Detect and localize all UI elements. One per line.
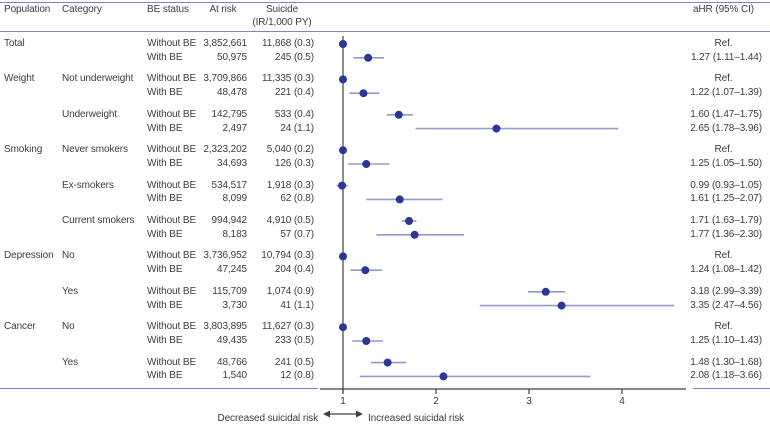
cell-at-risk: 8,099 bbox=[222, 193, 247, 205]
cell-suicide: 24 (1.1) bbox=[280, 122, 314, 134]
cell-category: Underweight bbox=[62, 108, 118, 120]
arrow-head-right bbox=[356, 411, 363, 418]
cell-ahr-text: 0.99 (0.93–1.05) bbox=[690, 179, 762, 191]
cell-at-risk: 534,517 bbox=[211, 179, 247, 191]
cell-at-risk: 2,497 bbox=[222, 122, 247, 134]
cell-at-risk: 2,323,202 bbox=[203, 144, 247, 156]
cell-suicide: 241 (0.5) bbox=[274, 356, 314, 368]
cell-be-status: With BE bbox=[147, 264, 183, 276]
cell-population bbox=[4, 299, 60, 313]
cell-be-status: With BE bbox=[147, 87, 183, 99]
column-header-suicide-line1: Suicide bbox=[265, 4, 299, 15]
table-row bbox=[0, 285, 770, 299]
table-bottom-border-right bbox=[693, 388, 770, 389]
cell-category: Never smokers bbox=[62, 144, 128, 156]
cell-category: Not underweight bbox=[62, 73, 134, 85]
cell-ahr-text: 1.22 (1.07–1.39) bbox=[690, 87, 762, 99]
cell-suicide: 10,794 (0.3) bbox=[261, 250, 314, 262]
cell-be-status: With BE bbox=[147, 122, 183, 134]
cell-suicide: 62 (0.8) bbox=[280, 193, 314, 205]
cell-suicide: 4,910 (0.5) bbox=[266, 215, 314, 226]
cell-at-risk: 3,709,866 bbox=[203, 73, 247, 85]
cell-ahr-text: Ref. bbox=[714, 321, 733, 333]
cell-ahr-text: 1.77 (1.36–2.30) bbox=[690, 228, 762, 240]
cell-category: No bbox=[62, 250, 75, 262]
cell-suicide: 11,868 (0.3) bbox=[262, 38, 314, 49]
column-header-at-risk: At risk bbox=[209, 4, 237, 15]
cell-at-risk: 115,709 bbox=[212, 285, 247, 297]
cell-at-risk: 3,736,952 bbox=[203, 250, 247, 262]
cell-population bbox=[4, 192, 60, 206]
cell-at-risk: 8,183 bbox=[222, 228, 247, 240]
cell-suicide: 204 (0.4) bbox=[274, 264, 314, 276]
cell-be-status: With BE bbox=[147, 158, 183, 169]
cell-category bbox=[62, 86, 146, 100]
cell-at-risk: 3,730 bbox=[222, 299, 247, 311]
cell-be-status: Without BE bbox=[147, 38, 197, 49]
cell-ahr-text: Ref. bbox=[714, 38, 733, 49]
column-header-population: Population bbox=[4, 4, 51, 15]
column-header-ahr: aHR (95% CI) bbox=[692, 4, 755, 15]
table-row bbox=[0, 72, 770, 86]
cell-ahr-text: 1.48 (1.30–1.68) bbox=[690, 356, 762, 368]
cell-ahr-text: 3.35 (2.47–4.56) bbox=[690, 299, 762, 311]
cell-category bbox=[62, 51, 146, 65]
cell-be-status: With BE bbox=[147, 228, 183, 240]
cell-population bbox=[4, 51, 60, 65]
cell-suicide: 1,918 (0.3) bbox=[266, 179, 314, 191]
table-row bbox=[0, 228, 770, 242]
table-row bbox=[0, 157, 770, 171]
cell-population bbox=[4, 369, 60, 383]
cell-category: Yes bbox=[62, 285, 79, 297]
cell-ahr-text: 1.24 (1.08–1.42) bbox=[690, 264, 762, 276]
cell-population: Smoking bbox=[4, 144, 43, 156]
cell-category: Yes bbox=[62, 356, 79, 368]
cell-category bbox=[62, 157, 146, 171]
table-row bbox=[0, 86, 770, 100]
table-row bbox=[0, 356, 770, 370]
table-row bbox=[0, 192, 770, 206]
cell-ahr-text: 1.71 (1.63–1.79) bbox=[690, 215, 762, 226]
cell-ahr-text: 2.65 (1.78–3.96) bbox=[690, 122, 762, 134]
cell-ahr-text: Ref. bbox=[714, 73, 733, 85]
cell-category bbox=[62, 263, 146, 277]
table-row bbox=[0, 299, 770, 313]
table-row bbox=[0, 143, 770, 157]
cell-population bbox=[4, 356, 60, 370]
cell-suicide: 5,040 (0.2) bbox=[266, 144, 314, 156]
cell-at-risk: 34,693 bbox=[217, 158, 247, 169]
cell-at-risk: 49,435 bbox=[217, 335, 247, 346]
cell-suicide: 533 (0.4) bbox=[274, 108, 314, 120]
cell-suicide: 57 (0.7) bbox=[280, 228, 314, 240]
cell-suicide: 11,335 (0.3) bbox=[262, 73, 314, 85]
cell-ahr-text: 1.61 (1.25–2.07) bbox=[690, 193, 762, 205]
cell-at-risk: 47,245 bbox=[217, 264, 247, 276]
cell-population bbox=[4, 108, 60, 122]
cell-suicide: 126 (0.3) bbox=[274, 158, 314, 169]
cell-category bbox=[62, 334, 146, 348]
cell-be-status: With BE bbox=[147, 299, 183, 311]
cell-at-risk: 142,795 bbox=[211, 108, 247, 120]
cell-be-status: Without BE bbox=[147, 73, 197, 85]
cell-at-risk: 3,803,895 bbox=[203, 321, 247, 333]
cell-be-status: Without BE bbox=[147, 250, 197, 262]
cell-be-status: Without BE bbox=[147, 179, 197, 191]
table-top-border bbox=[0, 2, 770, 3]
cell-at-risk: 48,766 bbox=[217, 356, 247, 368]
cell-at-risk: 3,852,661 bbox=[203, 38, 247, 49]
table-row bbox=[0, 263, 770, 277]
cell-population bbox=[4, 334, 60, 348]
increased-risk-label: Increased suicidal risk bbox=[368, 413, 465, 424]
cell-suicide: 221 (0.4) bbox=[274, 87, 314, 99]
table-row bbox=[0, 108, 770, 122]
decreased-risk-label: Decreased suicidal risk bbox=[217, 413, 318, 424]
cell-be-status: Without BE bbox=[147, 356, 197, 368]
cell-category bbox=[62, 192, 146, 206]
column-header-suicide-line2: (IR/1,000 PY) bbox=[252, 17, 312, 28]
x-axis-tick-label: 3 bbox=[526, 396, 532, 407]
cell-ahr-text: 1.60 (1.47–1.75) bbox=[690, 108, 762, 120]
cell-population bbox=[4, 179, 60, 193]
cell-at-risk: 48,478 bbox=[217, 87, 247, 99]
cell-population bbox=[4, 122, 60, 136]
cell-suicide: 1,074 (0.9) bbox=[266, 285, 314, 297]
cell-be-status: With BE bbox=[147, 51, 183, 63]
cell-suicide: 11,627 (0.3) bbox=[262, 321, 314, 333]
cell-ahr-text: 1.25 (1.05–1.50) bbox=[690, 158, 762, 169]
cell-at-risk: 994,942 bbox=[211, 215, 247, 226]
cell-population: Total bbox=[4, 38, 25, 49]
table-row bbox=[0, 214, 770, 228]
column-header-category: Category bbox=[62, 4, 102, 15]
cell-population bbox=[4, 263, 60, 277]
cell-suicide: 12 (0.8) bbox=[280, 370, 314, 382]
table-row bbox=[0, 369, 770, 383]
cell-suicide: 233 (0.5) bbox=[274, 335, 314, 346]
cell-ahr-text: 3.18 (2.99–3.39) bbox=[690, 285, 762, 297]
cell-be-status: Without BE bbox=[147, 321, 197, 333]
arrow-head-left bbox=[323, 411, 330, 418]
header-separator bbox=[0, 31, 770, 32]
cell-population bbox=[4, 285, 60, 299]
table-row bbox=[0, 334, 770, 348]
cell-category bbox=[62, 228, 146, 242]
cell-population: Depression bbox=[4, 250, 54, 262]
cell-ahr-text: Ref. bbox=[714, 144, 733, 156]
cell-suicide: 41 (1.1) bbox=[280, 299, 314, 311]
cell-be-status: Without BE bbox=[147, 215, 197, 226]
table-row bbox=[0, 249, 770, 263]
cell-ahr-text: 2.08 (1.18–3.66) bbox=[690, 370, 762, 382]
cell-category bbox=[62, 369, 146, 383]
cell-ahr-text: Ref. bbox=[714, 250, 733, 262]
cell-population bbox=[4, 86, 60, 100]
table-bottom-border-left bbox=[0, 388, 318, 389]
cell-ahr-text: 1.25 (1.10–1.43) bbox=[690, 335, 762, 346]
column-header-suicide bbox=[240, 3, 324, 29]
table-row bbox=[0, 122, 770, 136]
x-axis-tick-label: 2 bbox=[433, 396, 439, 407]
x-axis-tick-label: 1 bbox=[340, 396, 346, 407]
cell-category: Ex-smokers bbox=[62, 179, 114, 191]
table-row bbox=[0, 37, 770, 51]
cell-population: Weight bbox=[4, 73, 35, 85]
cell-population bbox=[4, 228, 60, 242]
cell-be-status: Without BE bbox=[147, 285, 197, 297]
cell-population bbox=[4, 214, 60, 228]
table-row bbox=[0, 320, 770, 334]
cell-suicide: 245 (0.5) bbox=[274, 51, 314, 63]
cell-category bbox=[62, 122, 146, 136]
table-row bbox=[0, 179, 770, 193]
column-header-be-status: BE status bbox=[147, 4, 189, 15]
cell-category: No bbox=[62, 321, 75, 333]
cell-at-risk: 1,540 bbox=[222, 370, 247, 382]
cell-be-status: With BE bbox=[147, 335, 183, 346]
cell-at-risk: 50,975 bbox=[217, 51, 247, 63]
cell-be-status: Without BE bbox=[147, 144, 197, 156]
cell-category bbox=[62, 299, 146, 313]
cell-population: Cancer bbox=[4, 321, 36, 333]
cell-category bbox=[62, 37, 146, 51]
table-row bbox=[0, 51, 770, 65]
cell-be-status: With BE bbox=[147, 370, 183, 382]
cell-ahr-text: 1.27 (1.11–1.44) bbox=[690, 51, 762, 63]
x-axis-tick-label: 4 bbox=[619, 396, 625, 407]
cell-population bbox=[4, 157, 60, 171]
cell-be-status: Without BE bbox=[147, 108, 197, 120]
cell-category: Current smokers bbox=[62, 215, 135, 226]
cell-be-status: With BE bbox=[147, 193, 183, 205]
